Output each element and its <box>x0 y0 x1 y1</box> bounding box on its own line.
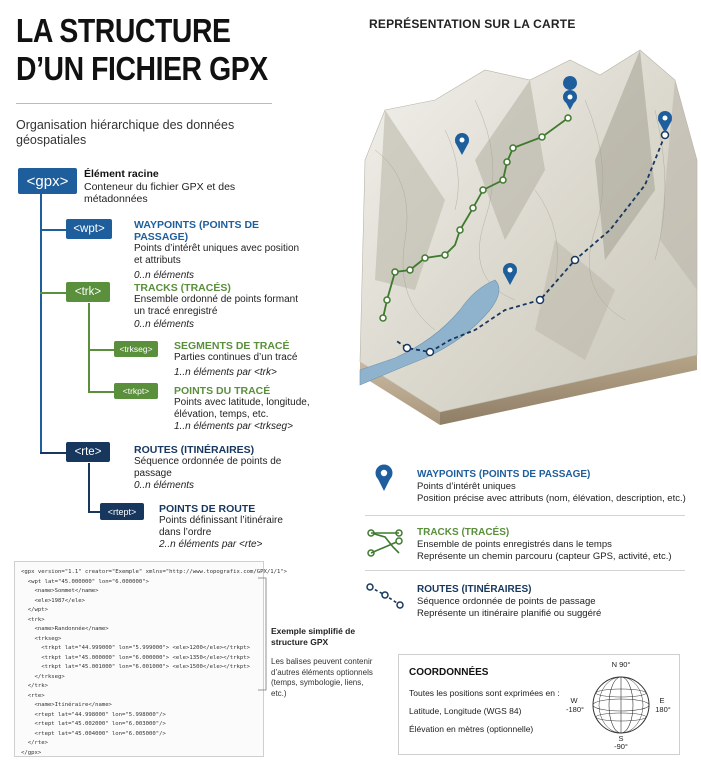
legend-tracks-line2: Représente un chemin parcouru (capteur GPS, activité, etc.) <box>417 551 672 562</box>
tree-connector-main <box>40 194 42 454</box>
trkpt-tag-box <box>114 383 158 399</box>
code-line: </trkseg> <box>21 673 65 680</box>
coordinates-title: COORDONNÉES <box>409 667 489 678</box>
wpt-desc: Points d’intérêt uniques avec position et attributs <box>134 243 300 266</box>
tree-connector-trkseg <box>88 349 114 351</box>
code-line: </gpx> <box>21 749 42 756</box>
tree-connector-wpt <box>40 229 66 231</box>
code-line: <trk> <box>21 616 45 623</box>
trkseg-heading: SEGMENTS DE TRACÉ <box>174 340 290 352</box>
globe-south-value: -90° <box>614 742 628 751</box>
example-connector <box>258 574 270 694</box>
coordinates-line2: Latitude, Longitude (WGS 84) <box>409 706 522 716</box>
trkseg-cardinality: 1..n éléments par <trk> <box>174 367 277 378</box>
coordinates-box <box>398 654 680 755</box>
trk-tag-label: <trk> <box>74 286 102 298</box>
legend-divider-2 <box>365 570 685 571</box>
wpt-heading: WAYPOINTS (POINTS DE PASSAGE) <box>134 219 260 243</box>
legend-track-line-icon <box>365 527 405 559</box>
tree-connector-rte <box>40 452 66 454</box>
code-line: <rtept lat="45.004000" lon="6.005000"/> <box>21 730 166 737</box>
trkpt-heading: POINTS DU TRACÉ <box>174 385 271 397</box>
rtept-tag-box <box>100 503 144 520</box>
trk-heading: TRACKS (TRACÉS) <box>134 282 231 294</box>
legend-routes <box>417 584 697 620</box>
tree-connector-trk-sub <box>88 303 90 393</box>
wpt-description <box>134 219 304 282</box>
trk-description <box>134 282 309 331</box>
globe-south-letter: S <box>618 734 624 743</box>
legend-routes-line2: Représente un itinéraire planifié ou suggéré <box>417 608 602 619</box>
legend-routes-heading: ROUTES (ITINÉRAIRES) <box>417 584 532 595</box>
legend-tracks <box>417 527 697 563</box>
rtept-tag-label: <rtept> <box>107 506 137 517</box>
tree-connector-trkpt <box>88 391 114 393</box>
terrain-map <box>355 40 700 430</box>
rtept-cardinality: 2..n éléments par <rte> <box>159 539 263 550</box>
trkseg-tag-label: <trkseg> <box>119 344 153 354</box>
legend-waypoint-pin-icon <box>373 463 395 493</box>
trkpt-cardinality: 1..n éléments par <trkseg> <box>174 421 293 432</box>
code-line: <rtept lat="44.998000" lon="5.998000"/> <box>21 711 166 718</box>
tree-connector-trk <box>40 292 66 294</box>
code-line: <gpx version="1.1" creator="Exemple" xmlns="http://www.topografix.com/GPX/1/1"> <box>21 569 288 575</box>
title-line-2: D’UN FICHIER GPX <box>16 50 268 87</box>
trkpt-description <box>174 385 324 433</box>
tree-connector-rte-sub <box>88 463 90 513</box>
gpx-code-example <box>14 561 288 757</box>
legend-divider-1 <box>365 515 685 516</box>
rte-tag-box <box>66 442 110 462</box>
code-line: <rtept lat="45.002000" lon="6.003000"/> <box>21 721 166 727</box>
rte-desc: Séquence ordonnée de points de passage <box>134 456 282 479</box>
legend-route-dashed-icon <box>365 581 405 611</box>
legend-tracks-line1: Ensemble de points enregistrés dans le temps <box>417 539 612 550</box>
trkseg-desc: Parties continues d’un tracé <box>174 352 298 363</box>
code-line: </trk> <box>21 683 48 689</box>
gpx-heading: Élément racine <box>84 168 159 180</box>
code-line: <name>Itinéraire</name> <box>21 702 112 708</box>
legend-waypoints-line1: Points d’intérêt uniques <box>417 481 516 492</box>
globe-west-letter: W <box>570 696 578 705</box>
coordinates-line1: Toutes les positions sont exprimées en : <box>409 688 560 698</box>
subtitle: Organisation hiérarchique des données géospatiales <box>16 118 235 147</box>
rte-description <box>134 444 284 492</box>
code-line: <name>Sommet</name> <box>21 588 99 594</box>
trkpt-tag-label: <trkpt> <box>122 386 150 396</box>
code-line: <trkpt lat="44.999000" lon="5.999000"> <ele>1200</ele></trkpt> <box>21 645 251 651</box>
globe-icon <box>589 669 653 739</box>
wpt-cardinality: 0..n éléments <box>134 270 195 281</box>
title-divider <box>16 103 272 104</box>
legend-waypoints <box>417 469 697 505</box>
legend-waypoints-heading: WAYPOINTS (POINTS DE PASSAGE) <box>417 469 591 480</box>
page-title <box>16 12 274 88</box>
code-lines <box>21 568 287 758</box>
code-line: <trkseg> <box>21 635 62 642</box>
rte-tag-label: <rte> <box>74 446 102 458</box>
gpx-tag-label: <gpx> <box>26 172 69 190</box>
code-line: </rte> <box>21 740 48 746</box>
rtept-description <box>159 503 299 551</box>
tree-connector-rtept <box>88 511 100 513</box>
code-line: <wpt lat="45.000000" lon="6.000000"> <box>21 578 149 585</box>
wpt-tag-label: <wpt> <box>73 223 105 235</box>
legend-routes-line1: Séquence ordonnée de points de passage <box>417 596 596 607</box>
rtept-desc: Points définissant l’itinéraire dans l’ordre <box>159 515 283 538</box>
code-line: <name>Randonnée</name> <box>21 626 109 632</box>
code-line: <trkpt lat="45.000000" lon="6.000000"> <ele>1350</ele></trkpt> <box>21 654 251 661</box>
rte-heading: ROUTES (ITINÉRAIRES) <box>134 444 255 456</box>
trkseg-tag-box <box>114 341 158 357</box>
map-title: REPRÉSENTATION SUR LA CARTE <box>369 17 576 31</box>
rtept-heading: POINTS DE ROUTE <box>159 503 256 515</box>
globe-east-value: 180° <box>655 705 671 714</box>
globe-north-label: N 90° <box>611 660 631 669</box>
trkpt-desc: Points avec latitude, longitude, élévation, temps, etc. <box>174 397 310 420</box>
code-line: <trkpt lat="45.001000" lon="6.001000"> <ele>1500</ele></trkpt> <box>21 664 251 670</box>
legend-tracks-heading: TRACKS (TRACÉS) <box>417 527 510 538</box>
coordinates-line3: Élévation en mètres (optionnelle) <box>409 724 534 734</box>
example-desc: Les balises peuvent contenir d’autres éléments optionnels (temps, symbologie, liens, etc.) <box>271 657 373 698</box>
gpx-description <box>84 168 254 206</box>
code-line: <ele>1987</ele> <box>21 597 85 604</box>
rte-cardinality: 0..n éléments <box>134 480 195 491</box>
trk-desc: Ensemble ordonné de points formant un tracé enregistré <box>134 294 298 317</box>
code-line: <rte> <box>21 692 45 699</box>
trk-tag-box <box>66 282 110 302</box>
gpx-tag-box <box>18 168 77 194</box>
trkseg-description <box>174 340 334 379</box>
globe-east-letter: E <box>659 696 665 705</box>
gpx-desc: Conteneur du fichier GPX et des métadonnées <box>84 180 236 205</box>
code-line: </wpt> <box>21 607 48 613</box>
example-title: Exemple simplifié de structure GPX <box>271 626 356 647</box>
globe-west-value: -180° <box>565 705 584 714</box>
trk-cardinality: 0..n éléments <box>134 319 195 330</box>
title-line-1: LA STRUCTURE <box>16 12 231 49</box>
legend-waypoints-line2: Position précise avec attributs (nom, élévation, description, etc.) <box>417 493 686 504</box>
wpt-tag-box <box>66 219 112 239</box>
